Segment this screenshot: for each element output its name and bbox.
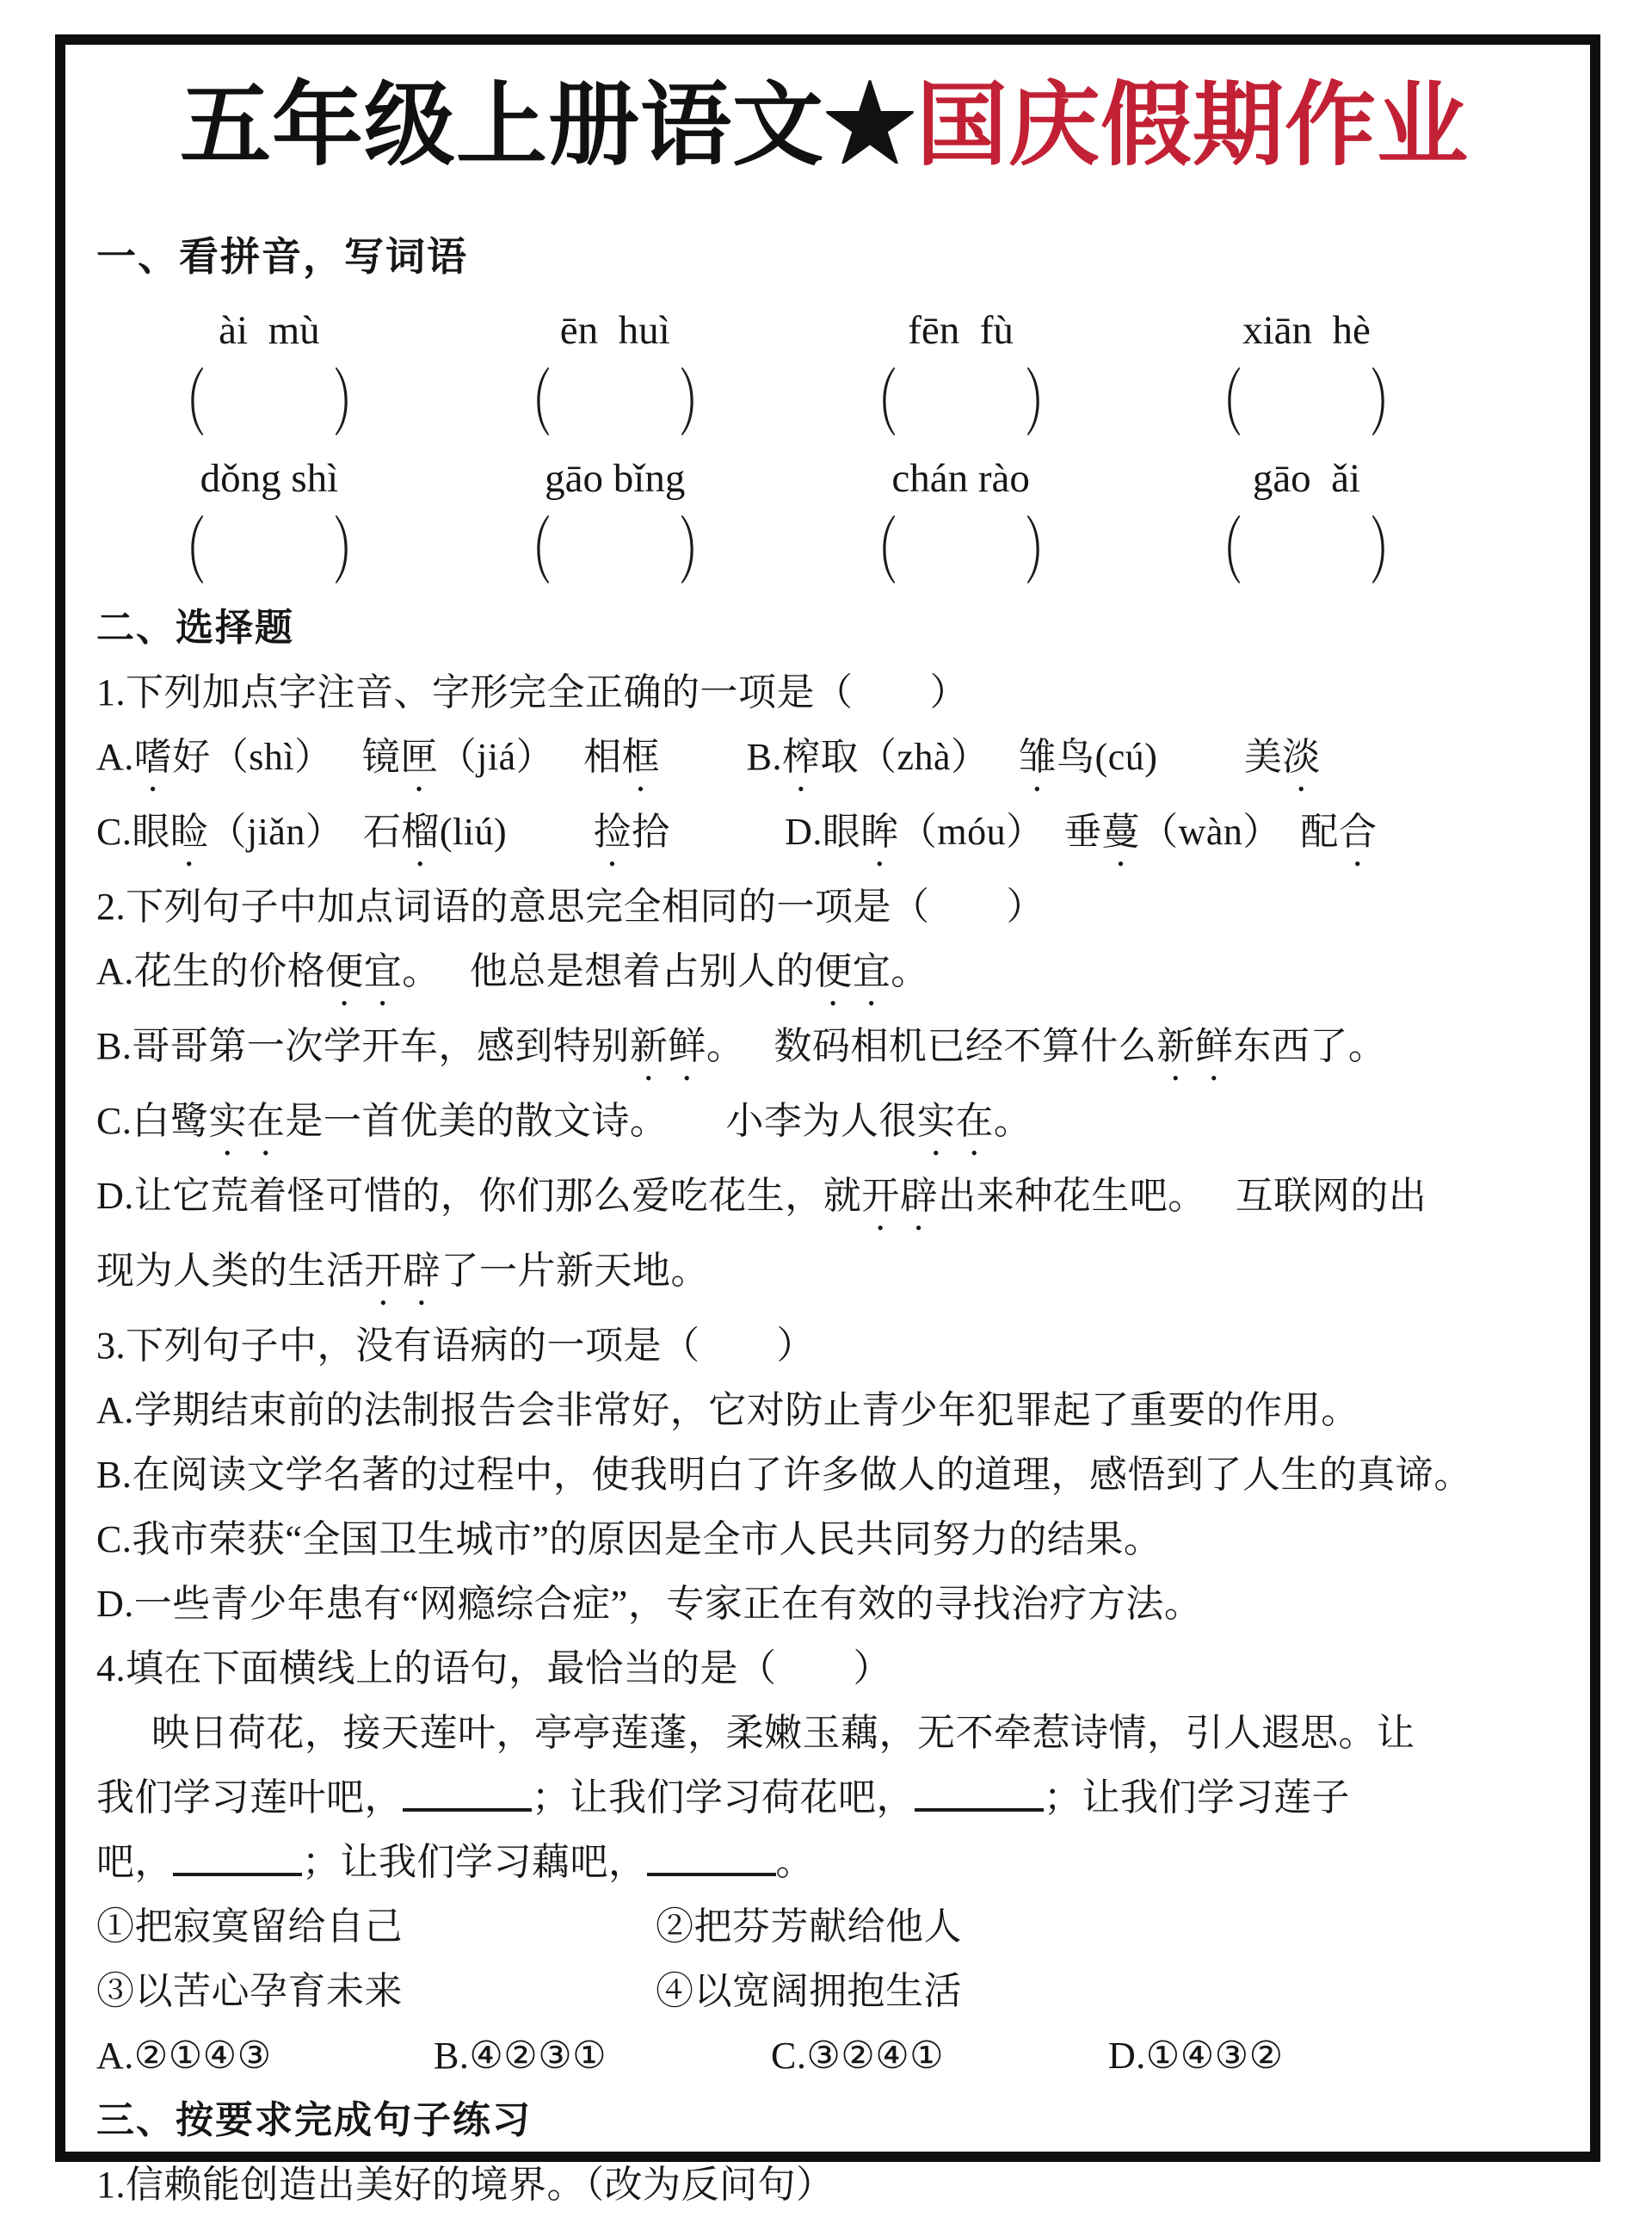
text-segment: 东西了。 [1233, 1025, 1387, 1068]
text-segment: B.在阅读文学名著的过程中，使我明白了许多做人的道理，感悟到了人生的真谛。 [96, 1454, 1472, 1497]
pinyin-word: gāo bǐng [545, 456, 686, 502]
text-segment: 3.下列句子中，没有语病的一项是（ ） [96, 1325, 815, 1368]
emphasized-chars: 新鲜 [629, 1025, 706, 1068]
open-paren: （ [855, 364, 897, 446]
answer-blank [647, 1864, 776, 1876]
text-segment: 出来种花生吧。 互联网的出 [938, 1175, 1427, 1218]
text-segment: 。 [775, 1841, 814, 1884]
pinyin-word: chán rào [891, 456, 1030, 502]
q1-stem [96, 660, 1552, 725]
s3-q1 [96, 2152, 1552, 2217]
q4-paragraph-line2 [96, 1765, 1552, 1830]
close-paren: ） [1370, 512, 1412, 594]
text-segment: C.我市荣获“全国卫生城市”的原因是全市人民共同努力的结果。 [96, 1518, 1162, 1561]
text-segment: B.④②③① [434, 2035, 607, 2078]
text-segment: 我们学习莲叶吧， [96, 1776, 403, 1819]
close-paren: ） [332, 364, 375, 446]
emphasized-chars: 嗜 [133, 736, 173, 779]
pinyin-word: fēn fù [908, 308, 1014, 354]
bracket-row-2 [96, 504, 1479, 594]
q4-stem [96, 1636, 1552, 1701]
text-segment: （jiá） 相 [438, 736, 622, 779]
answer-bracket [96, 356, 442, 446]
answer-blank [403, 1800, 532, 1812]
close-paren: ） [678, 364, 720, 446]
emphasized-chars: 捡 [593, 811, 632, 854]
text-segment: 1.下列加点字注音、字形完全正确的一项是（ ） [96, 671, 968, 714]
q3-option-c [96, 1507, 1552, 1572]
text-segment: ③以苦心孕育未来 [96, 1970, 403, 2013]
text-segment: 好（shì） 镜 [172, 736, 401, 779]
text-segment: 取（zhà） [820, 736, 1019, 779]
worksheet-page [55, 34, 1600, 2207]
open-paren: （ [509, 512, 552, 594]
emphasized-chars: 匣 [400, 736, 439, 779]
text-segment: ①把寂寞留给自己 [96, 1905, 403, 1948]
text-segment: ；让我们学习藕吧， [302, 1841, 647, 1884]
text-segment: D.让它荒着怪可惜的，你们那么爱吃花生，就 [96, 1175, 862, 1218]
text-segment: 。 [891, 950, 929, 993]
text-segment: 拾 D.眼 [632, 811, 861, 854]
emphasized-chars: 开辟 [861, 1175, 939, 1218]
text-segment: 1.信赖能创造出美好的境界。（改为反问句） [96, 2164, 835, 2207]
q1-options-cd [96, 800, 1552, 874]
emphasized-chars: 便宜 [814, 950, 891, 993]
close-paren: ） [332, 512, 375, 594]
emphasized-chars: 睑 [170, 811, 209, 854]
text-segment: （móu） 垂 [898, 811, 1102, 854]
answer-bracket [1134, 356, 1480, 446]
text-segment: ④以宽阔拥抱生活 [656, 1970, 962, 2013]
text-segment: 。 [993, 1100, 1032, 1143]
section-1-heading: 一、看拼音，写词语 [96, 235, 468, 280]
close-paren: ） [1024, 364, 1066, 446]
text-segment: （wàn） 配 [1140, 811, 1339, 854]
text-segment: ②把芬芳献给他人 [656, 1905, 962, 1948]
q4-paragraph-line3 [96, 1830, 1552, 1894]
emphasized-chars: 合 [1338, 811, 1378, 854]
title-red: 国庆假期作业 [916, 76, 1469, 176]
open-paren: （ [163, 364, 206, 446]
q3-option-a [96, 1378, 1552, 1442]
close-paren: ） [1024, 512, 1066, 594]
text-segment: 鸟(cú) 美 [1057, 736, 1283, 779]
page-title-black: 五年级上册语文★ [180, 76, 916, 176]
pinyin-word: xiān hè [1242, 308, 1371, 354]
text-segment: 了一片新天地。 [441, 1250, 709, 1293]
text-segment: 是一首优美的散文诗。 小李为人很 [285, 1100, 917, 1143]
q2-option-b [96, 1014, 1552, 1089]
pinyin-word: ēn huì [559, 308, 670, 354]
q2-stem [96, 874, 1552, 939]
text-segment: B. [660, 736, 782, 779]
answer-blank [173, 1864, 302, 1876]
q1-options-ab [96, 725, 1552, 800]
q4-items-1-2 [96, 1894, 1552, 1959]
text-segment: 吧， [96, 1841, 173, 1884]
q2-option-d-line1 [96, 1164, 1552, 1238]
answer-bracket [788, 356, 1134, 446]
q3-option-b [96, 1442, 1552, 1507]
pinyin-word: gāo ǎi [1252, 456, 1361, 502]
text-segment: A.学期结束前的法制报告会非常好，它对防止青少年犯罪起了重要的作用。 [96, 1389, 1359, 1432]
body-lines [96, 596, 1552, 2217]
text-segment: C.白鹭 [96, 1100, 209, 1143]
emphasized-chars: 便宜 [325, 950, 403, 993]
text-segment: 4.填在下面横线上的语句，最恰当的是（ ） [96, 1647, 891, 1690]
text-segment: 映日荷花，接天莲叶，亭亭莲蓬，柔嫩玉藕，无不牵惹诗情，引人遐思。让 [151, 1712, 1415, 1755]
section-2-heading [96, 596, 1552, 660]
emphasized-chars: 雏 [1018, 736, 1057, 779]
open-paren: （ [509, 364, 552, 446]
text-segment: ；让我们学习荷花吧， [532, 1776, 915, 1819]
text-segment: 2.下列句子中加点词语的意思完全相同的一项是（ ） [96, 886, 1045, 929]
answer-blank [915, 1800, 1044, 1812]
emphasized-chars: 实在 [208, 1100, 286, 1143]
answer-bracket [442, 504, 788, 594]
emphasized-chars: 蔓 [1101, 811, 1141, 854]
emphasized-chars: 开辟 [364, 1250, 441, 1293]
emphasized-chars: 榨 [781, 736, 821, 779]
close-paren: ） [1370, 364, 1412, 446]
text-segment: C.眼 [96, 811, 170, 854]
pinyin-section [96, 294, 1479, 594]
text-segment: C.③②④① [771, 2035, 945, 2078]
pinyin-word: ài mù [219, 308, 320, 354]
page-title [96, 64, 1552, 189]
open-paren: （ [855, 512, 897, 594]
q4-paragraph-line1 [96, 1701, 1552, 1765]
bracket-row-1 [96, 356, 1479, 446]
text-segment: 。 数码相机已经不算什么 [706, 1025, 1157, 1068]
text-segment: ；让我们学习莲子 [1044, 1776, 1350, 1819]
text-segment: 二、选择题 [96, 607, 294, 650]
text-segment: A.花生的价格 [96, 950, 326, 993]
q2-option-c [96, 1089, 1552, 1164]
answer-bracket [96, 504, 442, 594]
text-segment: D.①④③② [1108, 2035, 1284, 2078]
close-paren: ） [678, 512, 720, 594]
emphasized-chars: 框 [621, 736, 661, 779]
open-paren: （ [163, 512, 206, 594]
pinyin-word: dǒng shì [200, 456, 339, 502]
open-paren: （ [1201, 364, 1243, 446]
emphasized-chars: 实在 [916, 1100, 994, 1143]
text-segment: 。 他总是想着占别人的 [402, 950, 815, 993]
text-segment: 现为人类的生活 [96, 1250, 365, 1293]
answer-bracket [788, 504, 1134, 594]
text-segment: D.一些青少年患有“网瘾综合症”，专家正在有效的寻找治疗方法。 [96, 1583, 1203, 1626]
q3-option-d [96, 1572, 1552, 1636]
pinyin-row-1 [96, 294, 1479, 356]
text-segment: A. [96, 736, 134, 779]
emphasized-chars: 榴 [401, 811, 440, 854]
emphasized-chars: 眸 [860, 811, 899, 854]
text-segment: 三、按要求完成句子练习 [96, 2099, 532, 2142]
text-segment: （jiǎn） 石 [208, 811, 402, 854]
q3-stem [96, 1313, 1552, 1378]
q2-option-d-line2 [96, 1238, 1552, 1313]
open-paren: （ [1201, 512, 1243, 594]
text-segment: B.哥哥第一次学开车，感到特别 [96, 1025, 630, 1068]
q4-items-3-4 [96, 1959, 1552, 2023]
answer-bracket [442, 356, 788, 446]
text-segment: (liú) [439, 811, 594, 854]
answer-bracket [1134, 504, 1480, 594]
section-3-heading [96, 2088, 1552, 2152]
emphasized-chars: 新鲜 [1156, 1025, 1234, 1068]
q4-answer-choices [96, 2023, 1552, 2088]
q2-option-a [96, 939, 1552, 1014]
emphasized-chars: 淡 [1282, 736, 1321, 779]
text-segment: A.②①④③ [96, 2035, 272, 2078]
pinyin-row-2 [96, 442, 1479, 504]
